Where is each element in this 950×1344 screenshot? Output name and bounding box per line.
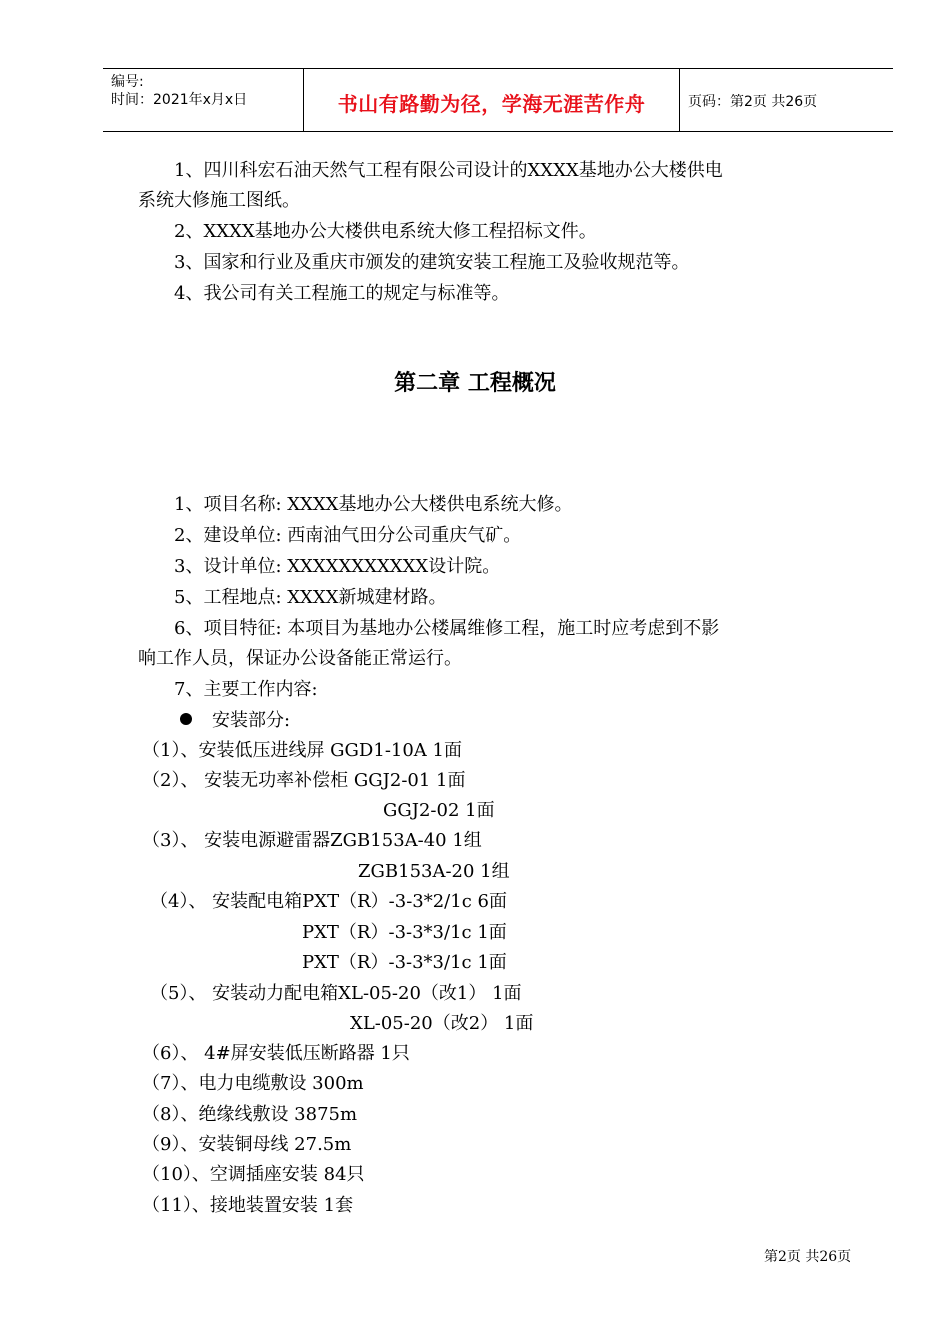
work-item: （11）、接地装置安装 1套 [142, 1195, 354, 1216]
overview-item: 3、设计单位: XXXXXXXXXXX设计院。 [174, 556, 501, 577]
page-footer: 第2页 共26页 [764, 1249, 852, 1265]
install-heading [180, 710, 290, 732]
work-item: PXT（R）-3-3*3/1c 1面 [302, 922, 507, 943]
install-heading-text: 安装部分: [212, 710, 291, 731]
header-page-cell [680, 69, 893, 131]
work-item: （2）、 安装无功率补偿柜 GGJ2-01 1面 [142, 770, 466, 791]
overview-item: 1、项目名称: XXXX基地办公大楼供电系统大修。 [174, 494, 573, 515]
work-item: （10）、空调插座安装 84只 [142, 1164, 365, 1185]
overview-item: 响工作人员，保证办公设备能正常运行。 [138, 648, 462, 669]
work-item: （1）、安装低压进线屏 GGD1-10A 1面 [142, 740, 462, 761]
page-header [103, 68, 893, 132]
overview-item: 2、建设单位: 西南油气田分公司重庆气矿。 [174, 525, 522, 546]
header-motto: 书山有路勤为径，学海无涯苦作舟 [337, 92, 646, 116]
header-page-number: 页码：第2页 共26页 [688, 94, 818, 110]
work-item: （5）、 安装动力配电箱XL-05-20（改1） 1面 [150, 983, 522, 1004]
basis-item: 2、XXXX基地办公大楼供电系统大修工程招标文件。 [174, 221, 597, 242]
header-motto-cell [303, 69, 680, 131]
work-item: （6）、 4#屏安装低压断路器 1只 [142, 1043, 410, 1064]
work-item: XL-05-20（改2） 1面 [350, 1013, 534, 1034]
overview-item: 7、主要工作内容: [174, 679, 318, 700]
doc-number-label: 编号: [111, 74, 144, 90]
work-item: ZGB153A-20 1组 [358, 861, 510, 882]
doc-time-label: 时间：2021年x月x日 [111, 92, 248, 108]
work-item: （8）、绝缘线敷设 3875m [142, 1104, 358, 1125]
overview-item: 5、工程地点: XXXX新城建材路。 [174, 587, 447, 608]
basis-item: 1、四川科宏石油天然气工程有限公司设计的XXXX基地办公大楼供电 [174, 160, 723, 181]
work-item: GGJ2-02 1面 [383, 800, 495, 821]
chapter-title: 第二章 工程概况 [394, 371, 556, 396]
basis-item: 4、我公司有关工程施工的规定与标准等。 [174, 283, 510, 304]
overview-item: 6、项目特征: 本项目为基地办公楼属维修工程，施工时应考虑到不影 [174, 618, 720, 639]
work-item: （4）、 安装配电箱PXT（R）-3-3*2/1c 6面 [150, 891, 507, 912]
work-item: （7）、电力电缆敷设 300m [142, 1073, 364, 1094]
basis-item: 3、国家和行业及重庆市颁发的建筑安装工程施工及验收规范等。 [174, 252, 690, 273]
bullet-icon [180, 713, 192, 725]
work-item: （3）、 安装电源避雷器ZGB153A-40 1组 [142, 830, 482, 851]
basis-item: 系统大修施工图纸。 [138, 190, 300, 211]
header-meta-cell [103, 69, 303, 131]
work-item: （9）、安装铜母线 27.5m [142, 1134, 352, 1155]
work-item: PXT（R）-3-3*3/1c 1面 [302, 952, 507, 973]
